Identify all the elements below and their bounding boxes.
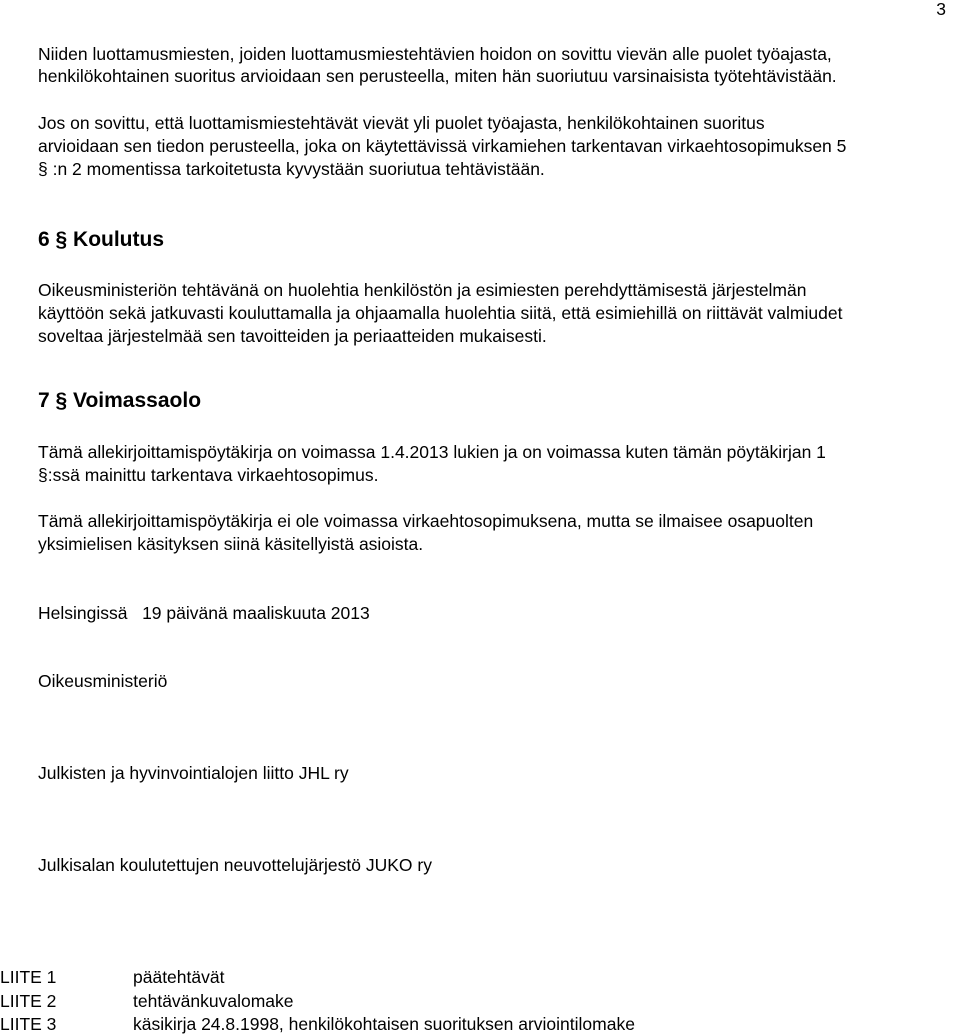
signatory-party: Oikeusministeriö	[38, 671, 168, 691]
paragraph-line: käyttöön sekä jatkuvasti kouluttamalla ja ohjaamalla huolehtia siitä, että esimiehillä on riittävät valmiudet	[38, 303, 843, 323]
paragraph-line: arvioidaan sen tiedon perusteella, joka on käytettävissä virkamiehen tarkentavan virkaehtosopimuksen 5	[38, 136, 847, 156]
attachment-code: LIITE 1	[0, 967, 57, 987]
paragraph-line: Oikeusministeriön tehtävänä on huolehtia henkilöstön ja esimiesten perehdyttämisestä järjestelmän	[38, 280, 807, 300]
paragraph-line: Jos on sovittu, että luottamismiestehtävät vievät yli puolet työajasta, henkilökohtainen suoritus	[38, 113, 765, 133]
paragraph-line: henkilökohtainen suoritus arvioidaan sen perusteella, miten hän suoriutuu varsinaisista työtehtävistään.	[38, 66, 837, 86]
paragraph-line: Niiden luottamusmiesten, joiden luottamusmiestehtävien hoidon on sovittu vievän alle puolet työajasta,	[38, 44, 832, 64]
attachment-title: päätehtävät	[133, 967, 225, 987]
signatory-party: Julkisten ja hyvinvointialojen liitto JHL ry	[38, 763, 349, 783]
paragraph-line: soveltaa järjestelmää sen tavoitteiden ja periaatteiden mukaisesti.	[38, 326, 547, 346]
section-heading: 7 § Voimassaolo	[38, 389, 202, 412]
attachment-code: LIITE 3	[0, 1014, 57, 1034]
paragraph-line: Tämä allekirjoittamispöytäkirja ei ole voimassa virkaehtosopimuksena, mutta se ilmaisee osapuolten	[38, 511, 814, 531]
section-heading: 6 § Koulutus	[38, 228, 165, 251]
paragraph-line: yksimielisen käsityksen siinä käsitellyistä asioista.	[38, 534, 424, 554]
attachment-code: LIITE 2	[0, 991, 57, 1011]
signatory-party: Julkisalan koulutettujen neuvottelujärjestö JUKO ry	[38, 855, 432, 875]
attachment-title: käsikirja 24.8.1998, henkilökohtaisen suorituksen arviointilomake	[133, 1014, 635, 1034]
paragraph-line: Tämä allekirjoittamispöytäkirja on voimassa 1.4.2013 lukien ja on voimassa kuten tämän pöytäkirjan 1	[38, 442, 826, 462]
place-date: Helsingissä 19 päivänä maaliskuuta 2013	[38, 603, 370, 623]
attachment-title: tehtävänkuvalomake	[133, 991, 294, 1011]
page-number: 3	[936, 0, 946, 19]
paragraph-line: §:ssä mainittu tarkentava virkaehtosopimus.	[38, 465, 379, 485]
paragraph-line: § :n 2 momentissa tarkoitetusta kyvystään suoriutua tehtävistään.	[38, 159, 545, 179]
